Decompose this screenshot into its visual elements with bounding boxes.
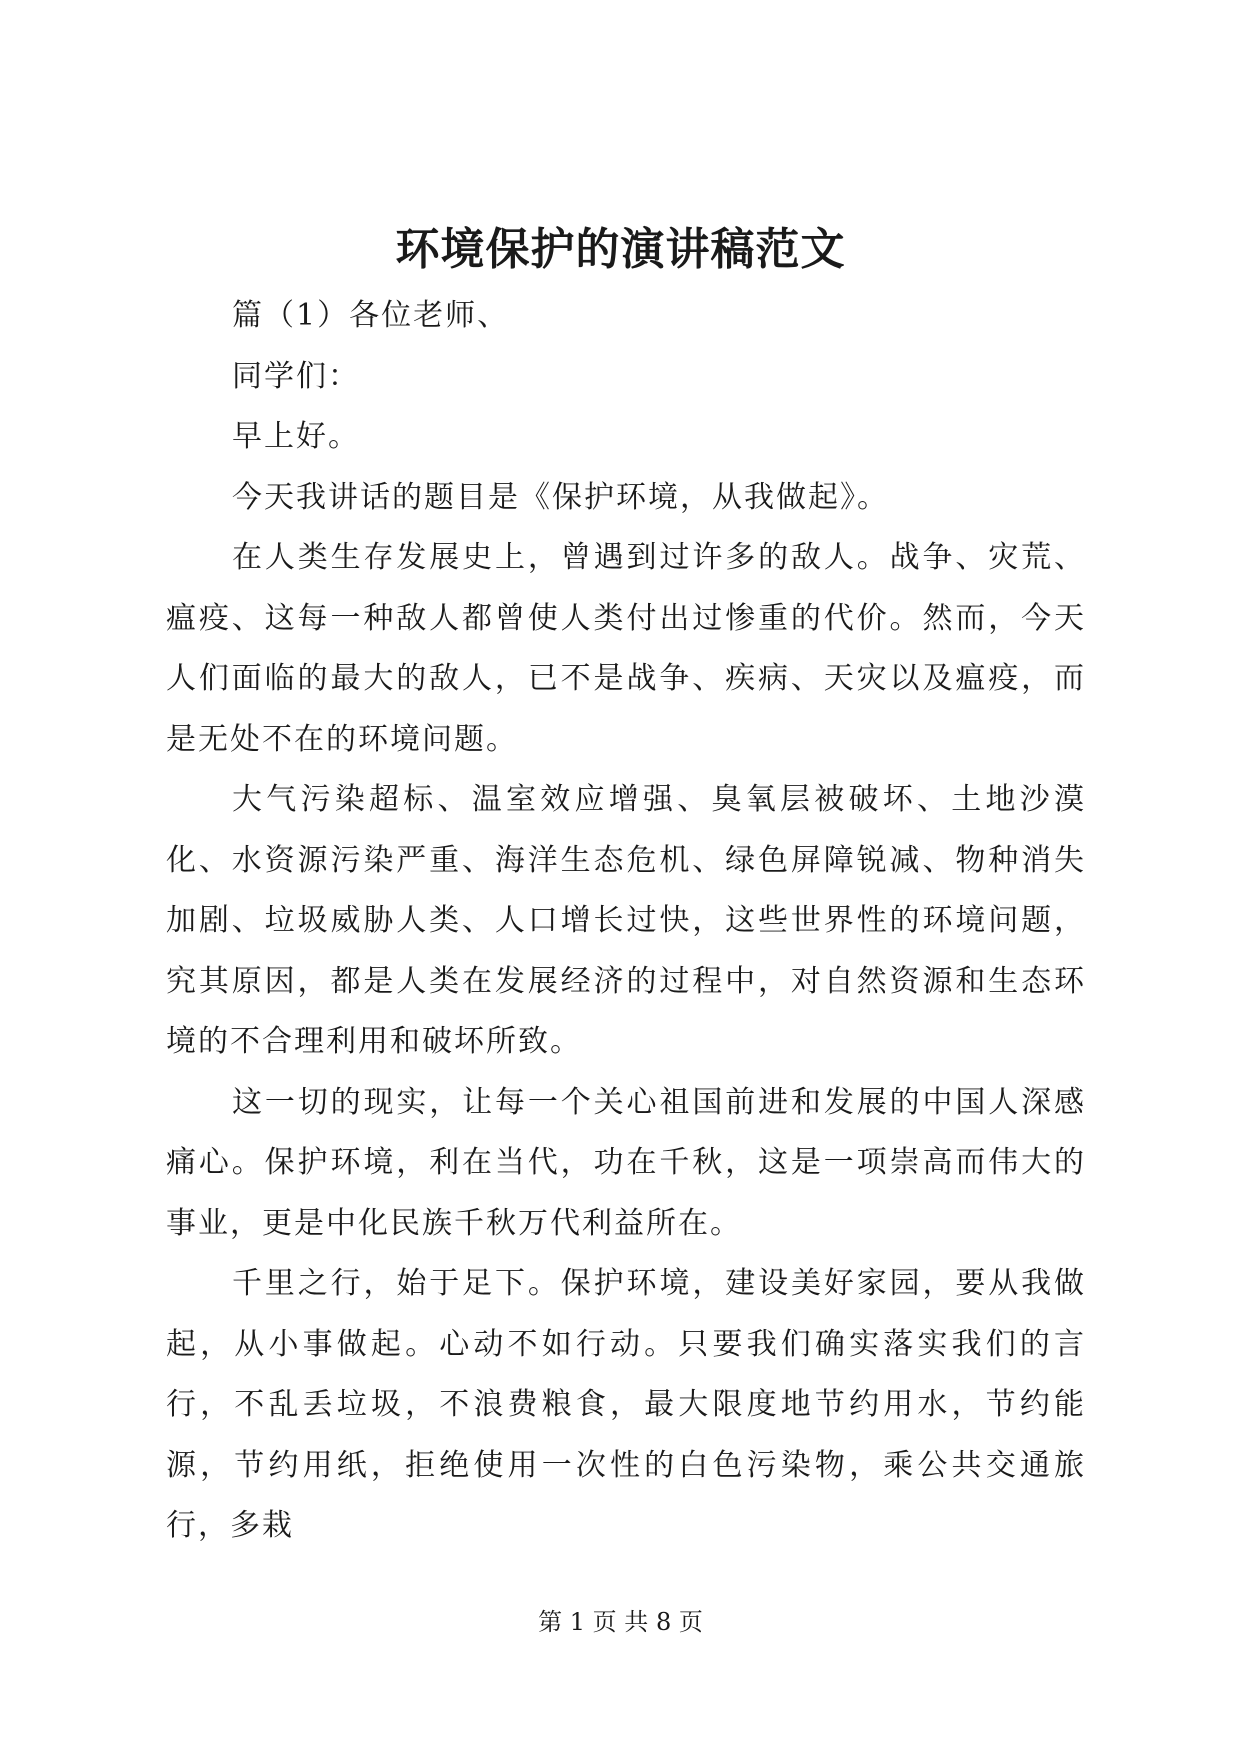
document-body bbox=[166, 286, 1086, 1557]
paragraph: 今天我讲话的题目是《保护环境，从我做起》。 bbox=[232, 479, 889, 515]
paragraph: 大气污染超标、温室效应增强、臭氧层被破坏、土地沙漠化、水资源污染严重、海洋生态危机、绿色屏障锐减、物种消失加剧、垃圾威胁人类、人口增长过快，这些世界性的环境问题，究其原因，都是人类在发展经济的过程中，对自然资源和生态环境的不合理利用和破坏所致。 bbox=[166, 782, 1086, 1059]
paragraph: 这一切的现实，让每一个关心祖国前进和发展的中国人深感痛心。保护环境，利在当代，功在千秋，这是一项崇高而伟大的事业，更是中化民族千秋万代利益所在。 bbox=[166, 1084, 1086, 1241]
paragraph: 千里之行，始于足下。保护环境，建设美好家园，要从我做起，从小事做起。心动不如行动。只要我们确实落实我们的言行，不乱丢垃圾，不浪费粮食，最大限度地节约用水，节约能源，节约用纸，拒绝使用一次性的白色污染物，乘公共交通旅行，多栽 bbox=[166, 1266, 1086, 1543]
page-footer: 第 1 页 共 8 页 bbox=[538, 1608, 703, 1636]
page-title: 环境保护的演讲稿范文 bbox=[395, 224, 846, 275]
paragraph: 在人类生存发展史上，曾遇到过许多的敌人。战争、灾荒、瘟疫、这每一种敌人都曾使人类付出过惨重的代价。然而，今天人们面临的最大的敌人，已不是战争、疾病、天灾以及瘟疫，而是无处不在的环境问题。 bbox=[166, 540, 1086, 757]
paragraph: 同学们： bbox=[232, 358, 360, 394]
paragraph: 早上好。 bbox=[232, 419, 360, 454]
paragraph: 篇（1）各位老师、 bbox=[232, 298, 510, 333]
